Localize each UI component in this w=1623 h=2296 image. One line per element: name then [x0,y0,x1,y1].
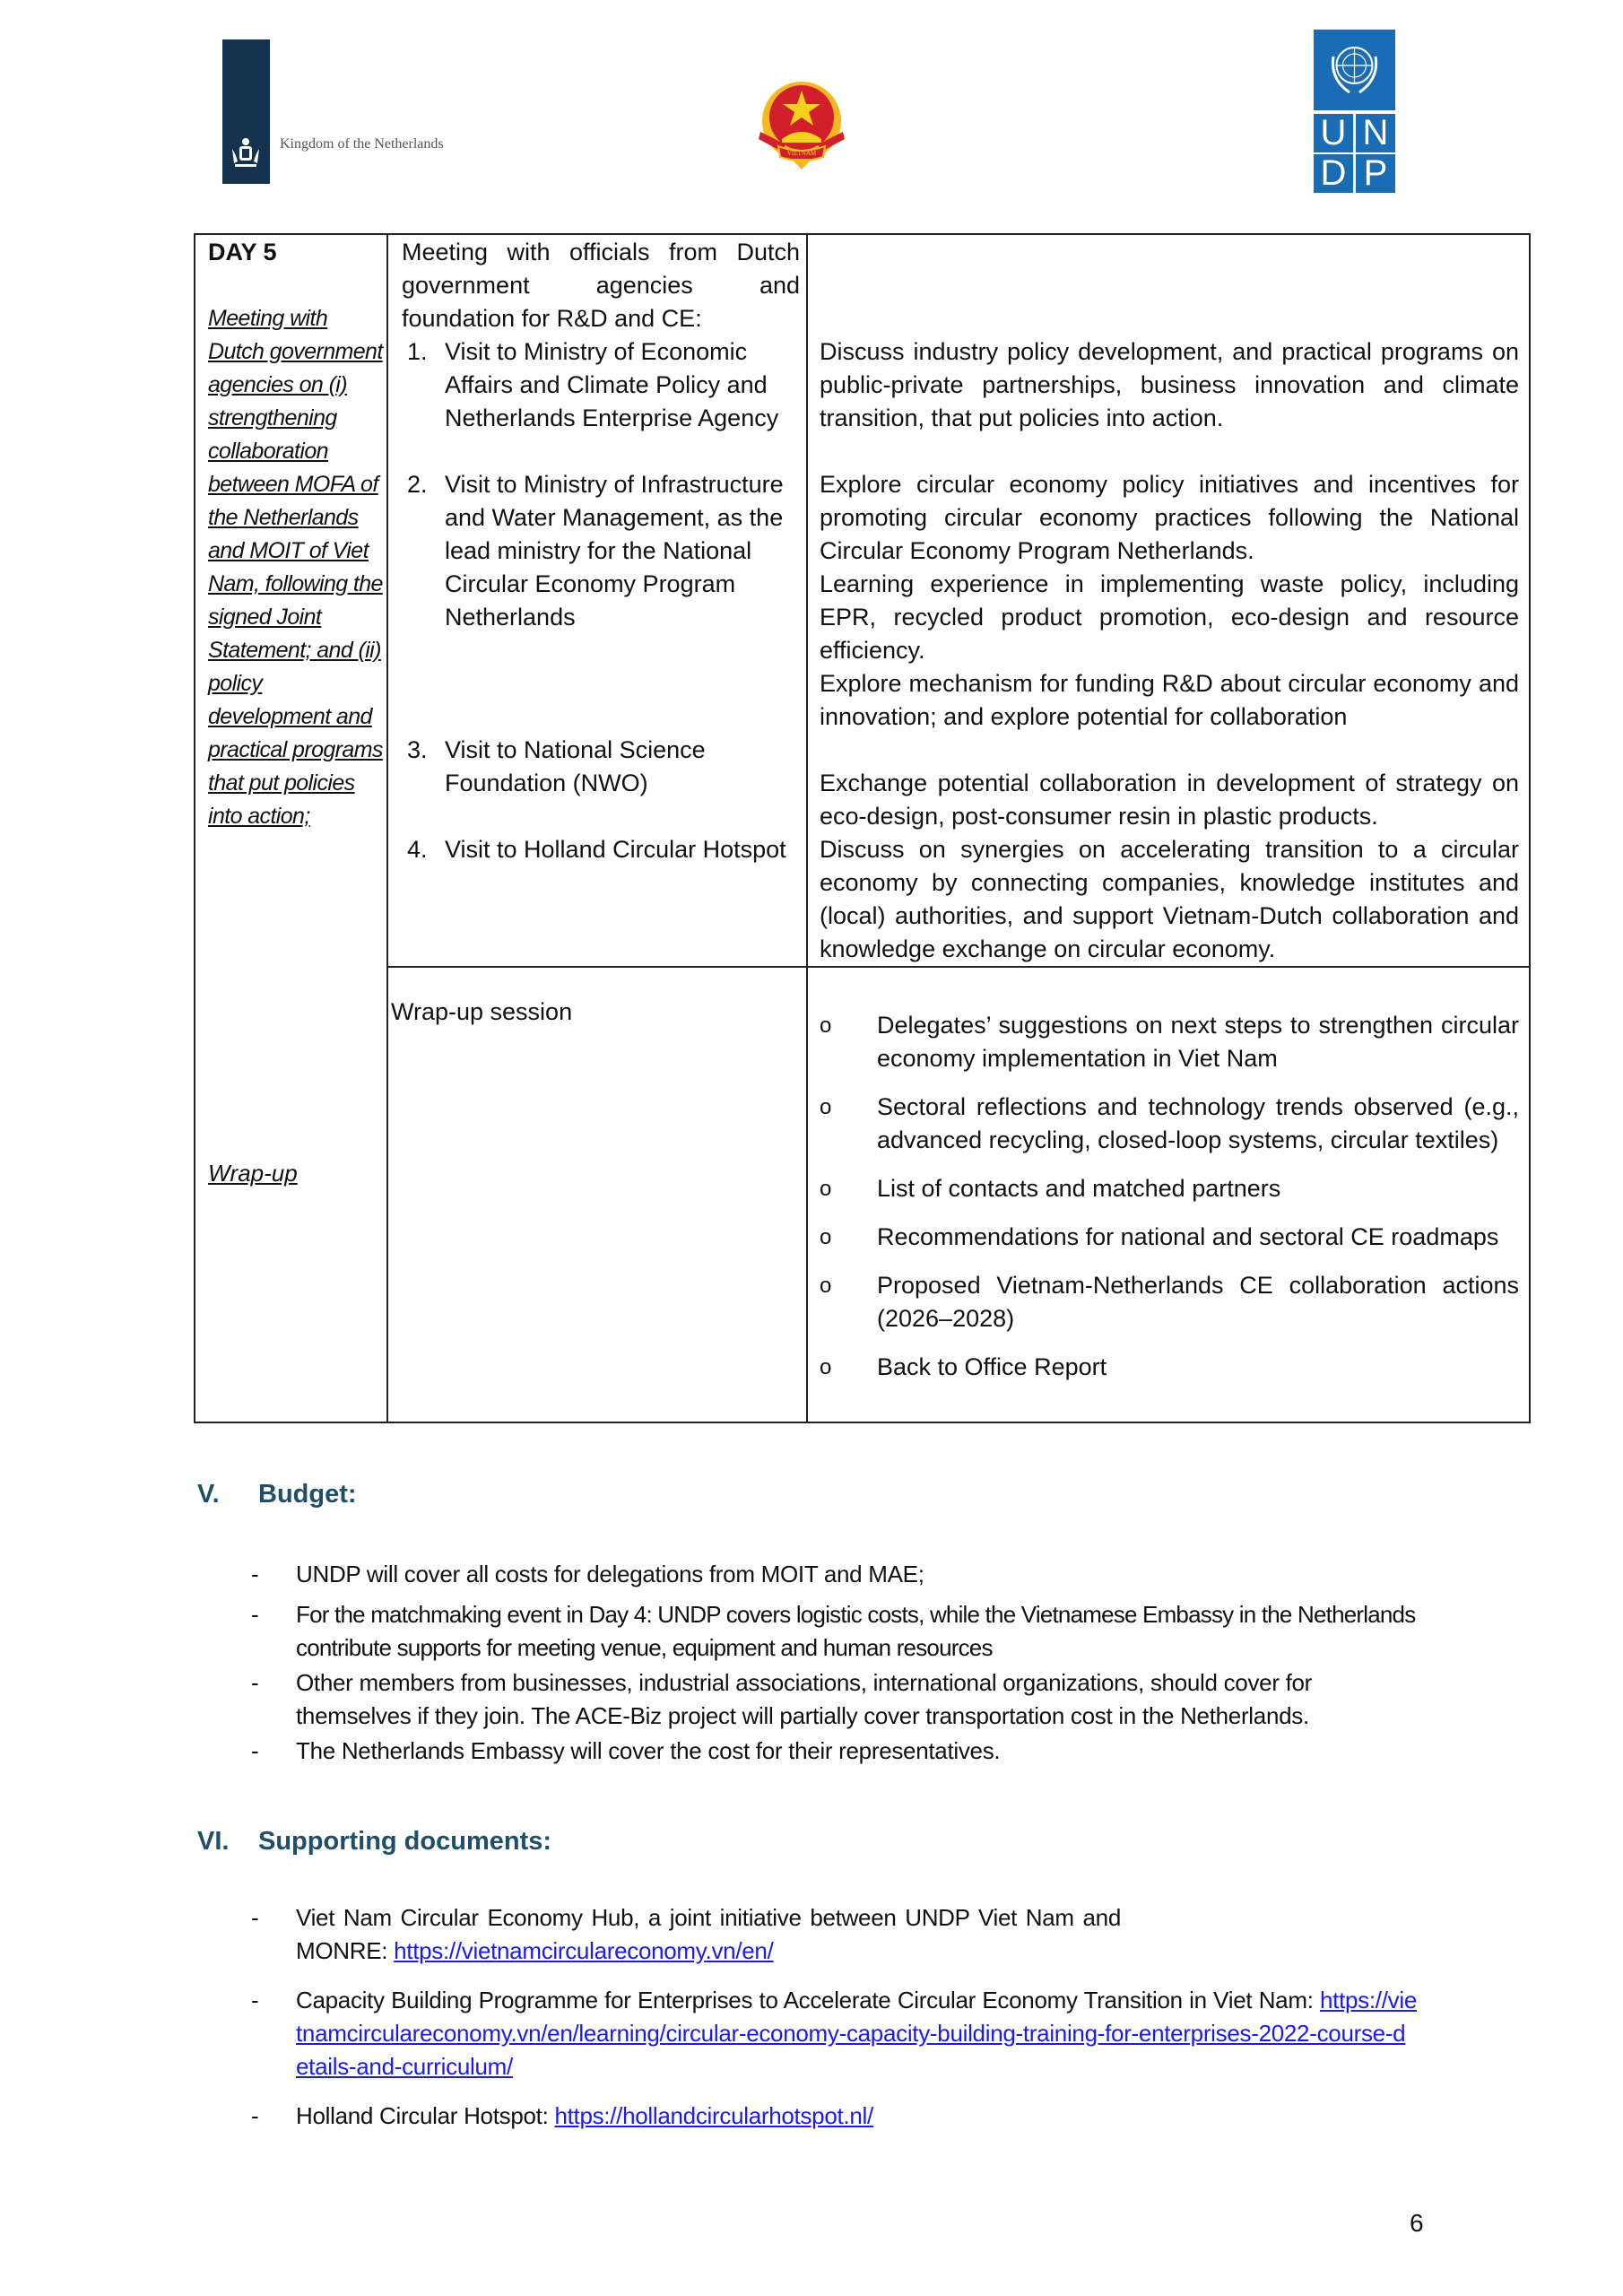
budget-heading-number: V. [197,1480,220,1509]
supporting-list [251,1901,1417,2133]
undp-letter-n: N [1356,114,1395,152]
circle-bullet-icon: o [820,1225,832,1249]
list-item: o Delegates’ suggestions on next steps to strengthen circular economy implementation in Viet Nam [820,1009,1519,1075]
page-number: 6 [1410,2209,1424,2237]
list-item: o Sectoral reflections and technology trends observed (e.g., advanced recycling, closed-loop systems, circular textiles) [820,1091,1519,1157]
day-label: DAY 5 [208,239,277,265]
netherlands-crest-icon [230,136,262,172]
un-emblem-panel [1314,30,1395,110]
wrapup-label: Wrap-up [208,1160,298,1187]
undp-letter-u: U [1314,114,1353,152]
vietnam-emblem-icon [751,76,852,170]
link-holland-circular-hotspot[interactable]: https://hollandcircularhotspot.nl/ [554,2102,873,2129]
un-globe-icon [1314,30,1395,110]
table-divider-col1 [386,233,388,1423]
objective-1: Discuss industry policy development, and practical programs on public-private partnerships, business innovation and climate transition, that put policies into action. [820,338,1519,431]
table-divider-col2 [806,233,808,1423]
objective-4: Discuss on synergies on accelerating transition to a circular economy by connecting companies, knowledge institutes and (local) authorities, and support Vietnam-Dutch collaboration and knowledge exchange on circular economy. [820,836,1519,962]
list-item: - Holland Circular Hotspot: https://hollandcircularhotspot.nl/ [251,2102,873,2129]
wrapup-session: Wrap-up session [391,998,573,1025]
visit-list [402,335,800,866]
link-capacity-building[interactable]: https://vietnamcirculareconomy.vn/en/learning/circular-economy-capacity-building-training-for-enterprises-2022-course-details-and-curriculum/ [296,1987,1417,2080]
activity-intro: Meeting with officials from Dutch government agencies and foundation for R&D and CE: [402,239,800,332]
undp-logo [1314,30,1395,192]
svg-text:VIETNAM: VIETNAM [786,150,817,157]
netherlands-logo-text: Kingdom of the Netherlands [280,136,444,152]
visit-item: 1. Visit to Ministry of Economic Affairs and Climate Policy and Netherlands Enterprise Agency [407,338,779,431]
list-item: o Proposed Vietnam-Netherlands CE collaboration actions (2026–2028) [820,1269,1519,1335]
budget-heading-title: Budget: [258,1480,357,1509]
visit-item: 3. Visit to National Science Foundation (NWO) [407,736,706,796]
supporting-heading [197,1827,735,1863]
objective-2: Explore circular economy policy initiatives and incentives for promoting circular economy practices following the National Circular Economy Program Netherlands. [820,471,1519,564]
link-vietnam-ce-hub[interactable]: https://vietnamcirculareconomy.vn/en/ [394,1937,774,1964]
visit-item: 2. Visit to Ministry of Infrastructure and Water Management, as the lead ministry for the National Circular Economy Program Netherlands [407,471,784,631]
list-item: - Other members from businesses, industrial associations, international organizations, should cover for themselves if they join. The ACE-Biz project will partially cover transportation cost in the Netherlands. [251,1669,1313,1729]
supporting-heading-number: VI. [197,1827,230,1856]
objective-2b: Learning experience in implementing waste policy, including EPR, recycled product promotion, eco-design and resource efficiency. [820,570,1519,664]
wrapup-outputs-list [820,1009,1519,1399]
list-item: o Recommendations for national and sectoral CE roadmaps [820,1221,1519,1254]
list-item: - The Netherlands Embassy will cover the cost for their representatives. [251,1737,1001,1764]
circle-bullet-icon: o [820,1013,832,1038]
list-item: o Back to Office Report [820,1351,1519,1384]
activity-cell [402,236,800,866]
undp-letter-p: P [1356,154,1395,193]
objective-2c: Explore mechanism for funding R&D about circular economy and innovation; and explore potential for collaboration [820,670,1519,730]
circle-bullet-icon: o [820,1095,832,1119]
objective-3: Exchange potential collaboration in development of strategy on eco-design, post-consumer resin in plastic products. [820,770,1519,830]
list-item: - Viet Nam Circular Economy Hub, a joint initiative between UNDP Viet Nam and MONRE: https://vietnamcirculareconomy.vn/en/ [251,1904,1121,1964]
circle-bullet-icon: o [820,1177,832,1201]
circle-bullet-icon: o [820,1274,832,1298]
list-item: - For the matchmaking event in Day 4: UNDP covers logistic costs, while the Vietnamese Embassy in the Netherlands contribute supports for meeting venue, equipment and human resources [251,1601,1416,1661]
day-description: Meeting with Dutch government agencies on (i) strengthening collaboration between MOFA of the Netherlands and MOIT of Viet Nam, following the signed Joint Statement; and (ii) policy development and practical programs that put policies into action; [208,306,383,829]
day-cell [208,236,384,833]
list-item: - UNDP will cover all costs for delegations from MOIT and MAE; [251,1561,924,1587]
list-item: o List of contacts and matched partners [820,1172,1519,1205]
list-item: - Capacity Building Programme for Enterprises to Accelerate Circular Economy Transition in Viet Nam: https://vietnamcirculareconomy.vn/en/learning/circular-economy-capacity-building-training-for-enterprises-2022-course-details-and-curriculum/ [251,1987,1417,2080]
circle-bullet-icon: o [820,1355,832,1379]
visit-item: 4. Visit to Holland Circular Hotspot [407,836,786,863]
budget-list [251,1558,1426,1768]
table-row-divider [386,966,1531,968]
undp-letter-d: D [1314,154,1353,193]
budget-heading [197,1480,556,1516]
supporting-heading-title: Supporting documents: [258,1827,552,1856]
